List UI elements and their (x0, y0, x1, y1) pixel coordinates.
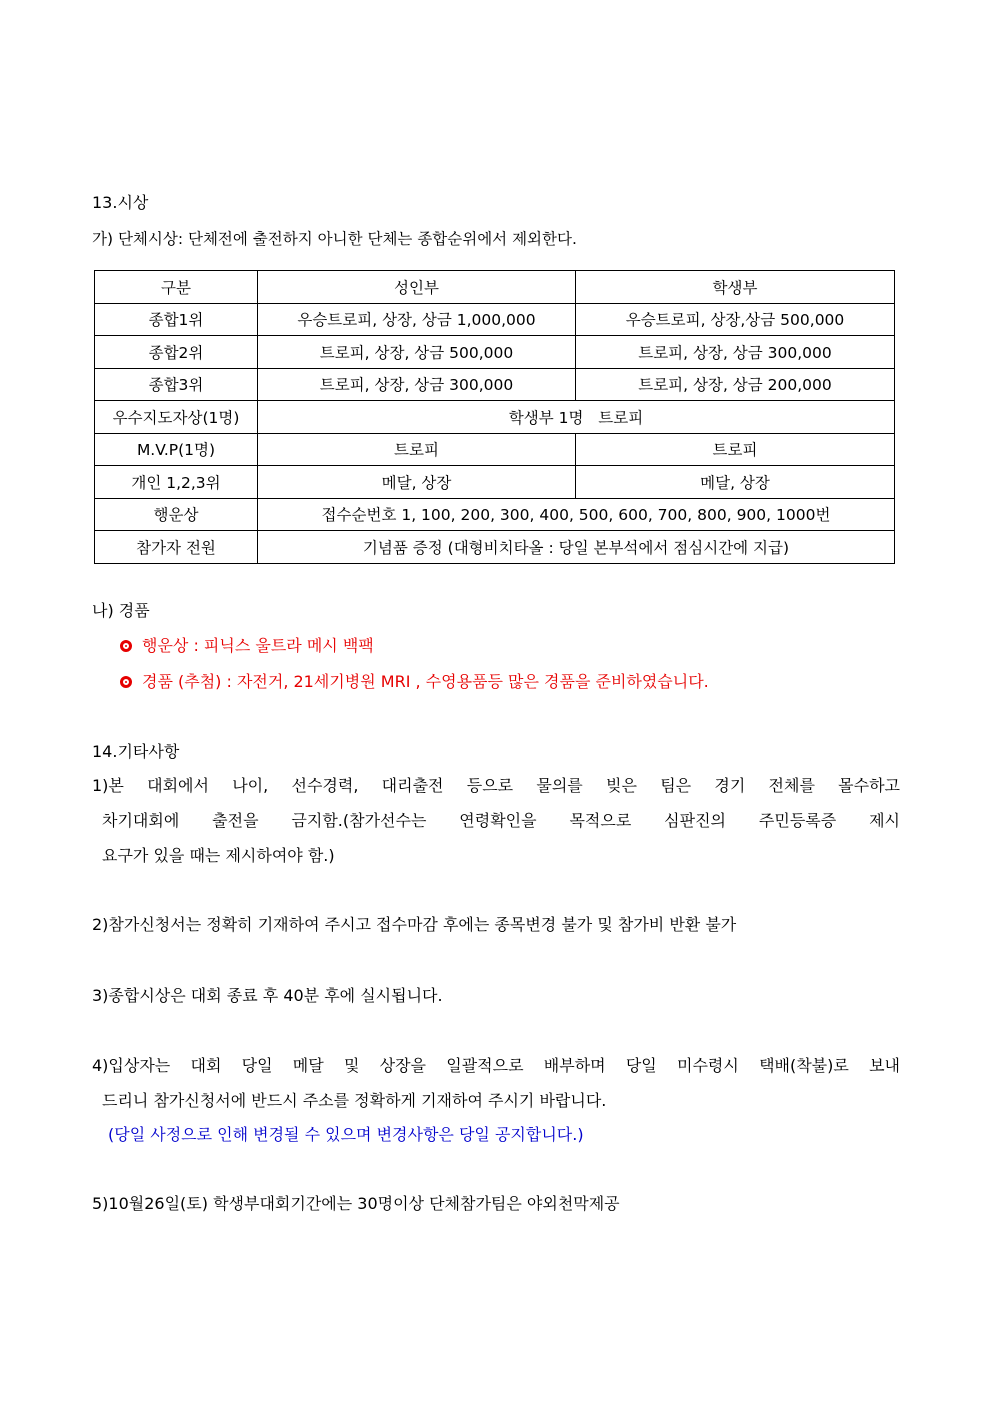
prize-item (120, 671, 709, 693)
notice-item-4-line-1: 4)입상자는 대회 당일 메달 및 상장을 일괄적으로 배부하며 당일 미수령시 택배(착불)로 보내 (92, 1056, 900, 1075)
bullet-circle-icon (120, 640, 132, 652)
table-cell: 트로피 (258, 433, 576, 466)
section-13-subtitle: 가) 단체시상: 단체전에 출전하지 아니한 단체는 종합순위에서 제외한다. (92, 230, 577, 248)
notice-item-4-note: (당일 사정으로 인해 변경될 수 있으며 변경사항은 당일 공지합니다.) (108, 1125, 584, 1144)
table-cell: 종합3위 (95, 368, 258, 401)
bullet-circle-icon (120, 676, 132, 688)
notice-item-1-line-1: 1)본 대회에서 나이, 선수경력, 대리출전 등으로 물의를 빚은 팀은 경기 전체를 몰수하고 (92, 776, 900, 795)
table-cell-merged: 기념품 증정 (대형비치타올 : 당일 본부석에서 점심시간에 지급) (258, 531, 895, 564)
table-cell: 트로피 (576, 433, 895, 466)
table-cell: 행운상 (95, 498, 258, 531)
table-cell: 메달, 상장 (258, 466, 576, 499)
table-cell: M.V.P(1명) (95, 433, 258, 466)
table-cell: 개인 1,2,3위 (95, 466, 258, 499)
table-row (95, 466, 895, 499)
table-row (95, 303, 895, 336)
table-row (95, 433, 895, 466)
section-14-title: 14.기타사항 (92, 742, 180, 761)
table-cell: 트로피, 상장, 상금 200,000 (576, 368, 895, 401)
table-cell: 종합1위 (95, 303, 258, 336)
table-cell: 트로피, 상장, 상금 300,000 (258, 368, 576, 401)
prize-item-text: 행운상 : 피닉스 울트라 메시 백팩 (142, 636, 374, 655)
table-cell: 우승트로피, 상장, 상금 1,000,000 (258, 303, 576, 336)
table-header-cell: 구분 (95, 271, 258, 304)
table-cell-merged: 접수순번호 1, 100, 200, 300, 400, 500, 600, 700, 800, 900, 1000번 (258, 498, 895, 531)
table-cell: 참가자 전원 (95, 531, 258, 564)
table-row (95, 368, 895, 401)
table-cell: 우승트로피, 상장,상금 500,000 (576, 303, 895, 336)
table-cell: 우수지도자상(1명) (95, 401, 258, 434)
table-cell: 메달, 상장 (576, 466, 895, 499)
section-13-title: 13.시상 (92, 193, 149, 212)
notice-item-5: 5)10월26일(토) 학생부대회기간에는 30명이상 단체참가팀은 야외천막제공 (92, 1194, 620, 1213)
notice-item-2: 2)참가신청서는 정확히 기재하여 주시고 접수마감 후에는 종목변경 불가 및 참가비 반환 불가 (92, 915, 737, 934)
notice-item-4-line-2: 드리니 참가신청서에 반드시 주소를 정확하게 기재하여 주시기 바랍니다. (102, 1091, 607, 1110)
table-cell: 트로피, 상장, 상금 300,000 (576, 336, 895, 369)
table-cell: 트로피, 상장, 상금 500,000 (258, 336, 576, 369)
table-header-cell: 학생부 (576, 271, 895, 304)
table-row (95, 336, 895, 369)
prize-item-text: 경품 (추첨) : 자전거, 21세기병원 MRI , 수영용품등 많은 경품을 준비하였습니다. (142, 672, 709, 691)
table-header-cell: 성인부 (258, 271, 576, 304)
table-cell: 종합2위 (95, 336, 258, 369)
table-cell-merged: 학생부 1명 트로피 (258, 401, 895, 434)
awards-table (94, 270, 895, 564)
notice-item-1-line-2: 차기대회에 출전을 금지함.(참가선수는 연령확인을 목적으로 심판진의 주민등록증 제시 (102, 811, 900, 830)
table-header-row (95, 271, 895, 304)
table-row (95, 531, 895, 564)
prize-item (120, 635, 374, 657)
table-row (95, 498, 895, 531)
notice-item-1-line-3: 요구가 있을 때는 제시하여야 함.) (102, 846, 335, 865)
notice-item-3: 3)종합시상은 대회 종료 후 40분 후에 실시됩니다. (92, 986, 443, 1005)
table-row (95, 401, 895, 434)
prizes-title: 나) 경품 (92, 601, 150, 620)
